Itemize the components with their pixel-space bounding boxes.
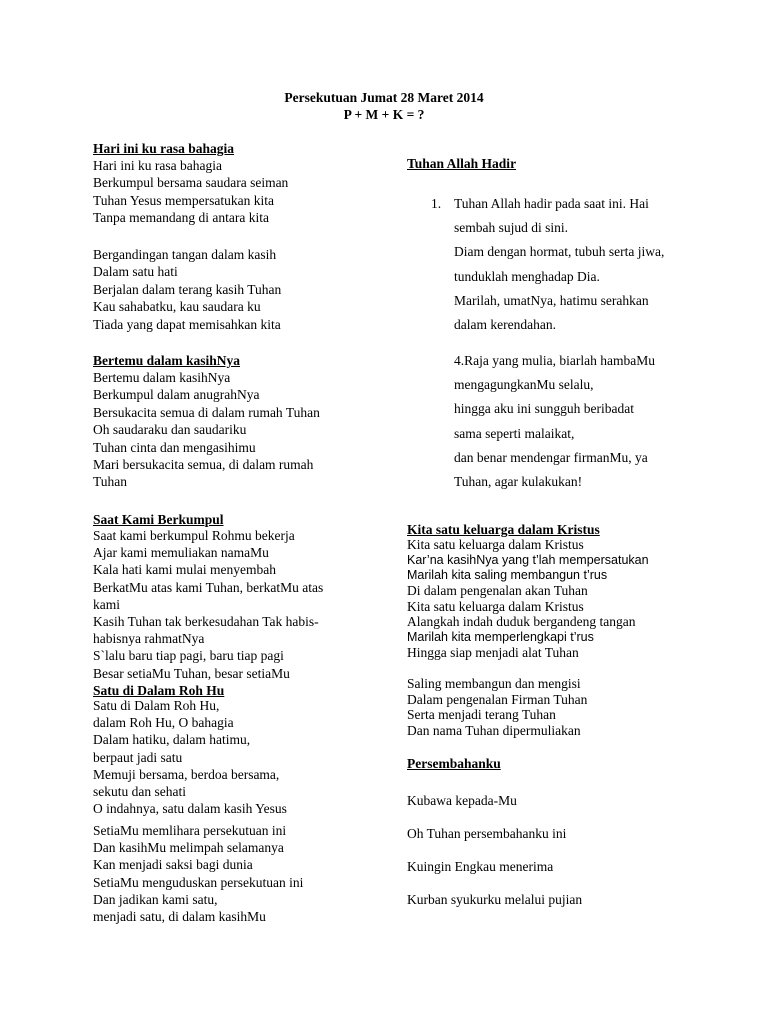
lyric-line: BerkatMu atas kami Tuhan, berkatMu atas [93, 579, 324, 595]
lyric-line: S`lalu baru tiap pagi, baru tiap pagi [93, 648, 284, 664]
lyric-line: Dan kasihMu melimpah selamanya [93, 840, 284, 856]
lyric-line: dan benar mendengar firmanMu, ya [454, 449, 648, 465]
lyric-line: Kasih Tuhan tak berkesudahan Tak habis- [93, 614, 319, 630]
lyric-line: Berjalan dalam terang kasih Tuhan [93, 281, 282, 297]
lyric-line: Bertemu dalam kasihNya [93, 370, 231, 385]
lyric-line: sekutu dan sehati [93, 784, 186, 800]
lyric-line: hingga aku ini sungguh beribadat [454, 401, 634, 417]
lyric-line: SetiaMu memlihara persekutuan ini [93, 823, 287, 838]
lyric-line: Hingga siap menjadi alat Tuhan [407, 645, 579, 661]
song-title-saat-kami: Saat Kami Berkumpul [93, 512, 224, 527]
lyric-line: Oh saudaraku dan saudariku [93, 422, 247, 438]
lyric-line: Kan menjadi saksi bagi dunia [93, 857, 253, 873]
lyric-line: kami [93, 596, 120, 612]
lyric-line: Marilah kita saling membangun t’rus [407, 568, 608, 582]
song-title-persembahanku: Persembahanku [407, 756, 501, 771]
lyric-line: Memuji bersama, berdoa bersama, [93, 766, 280, 782]
lyric-line: Mari bersukacita semua, di dalam rumah [93, 457, 314, 473]
lyric-line: Kau sahabatku, kau saudara ku [93, 299, 261, 315]
document-title: Persekutuan Jumat 28 Maret 2014 [284, 90, 484, 105]
song-saat-kami-lyrics [93, 527, 323, 682]
lyric-line: sembah sujud di sini. [454, 220, 568, 236]
lyric-line: Dan nama Tuhan dipermuliakan [407, 722, 581, 738]
lyric-line: Kala hati kami mulai menyembah [93, 562, 276, 578]
lyric-line: 4.Raja yang mulia, biarlah hambaMu [454, 353, 655, 368]
song-satu-di-dalam-stanza-1 [93, 697, 287, 817]
lyric-line: Marilah kita memperlengkapi t’rus [407, 629, 594, 644]
lyric-line: Tuhan cinta dan mengasihimu [93, 439, 256, 455]
lyric-line: Kar’na kasihNya yang t’lah mempersatukan [407, 552, 649, 567]
lyric-line: habisnya rahmatNya [93, 631, 205, 647]
song-title-satu-di-dalam: Satu di Dalam Roh Hu [93, 683, 225, 698]
lyric-line: Besar setiaMu Tuhan, besar setiaMu [93, 665, 290, 681]
lyric-line: Tuhan [93, 474, 128, 490]
lyric-line: Tuhan Yesus mempersatukan kita [93, 192, 274, 208]
lyric-line: Tanpa memandang di antara kita [93, 210, 269, 226]
song-title-bertemu: Bertemu dalam kasihNya [93, 353, 241, 368]
song-kita-satu-stanza-1 [407, 537, 649, 660]
lyric-line: tunduklah menghadap Dia. [454, 268, 600, 284]
song-satu-di-dalam-stanza-2 [93, 822, 303, 925]
lyric-line: Serta menjadi terang Tuhan [407, 707, 556, 722]
song-title-hari-ini: Hari ini ku rasa bahagia [93, 141, 235, 156]
verse-number: 1. [431, 196, 442, 211]
lyric-line: Marilah, umatNya, hatimu serahkan [454, 292, 649, 308]
lyric-line: Oh Tuhan persembahanku ini [407, 826, 567, 841]
lyric-line: Dalam hatiku, dalam hatimu, [93, 732, 251, 748]
song-hari-ini-stanza-1 [93, 157, 288, 227]
lyric-line: Diam dengan hormat, tubuh serta jiwa, [454, 244, 665, 260]
lyric-line: Kita satu keluarga dalam Kristus [407, 598, 584, 614]
lyric-line: sama seperti malaikat, [454, 425, 575, 441]
lyric-line: Dalam satu hati [93, 264, 178, 280]
song-bertemu-lyrics [93, 369, 320, 491]
lyric-line: Alangkah indah duduk bergandeng tangan [407, 614, 636, 630]
lyric-line: Satu di Dalam Roh Hu, [93, 698, 220, 713]
lyric-line: Kita satu keluarga dalam Kristus [407, 537, 584, 552]
lyric-line: Kuingin Engkau menerima [407, 859, 554, 874]
lyric-line: Ajar kami memuliakan namaMu [93, 545, 269, 561]
lyric-line: Bergandingan tangan dalam kasih [93, 247, 277, 262]
song-title-tuhan-allah-hadir: Tuhan Allah Hadir [407, 156, 517, 171]
lyric-line: Saat kami berkumpul Rohmu bekerja [93, 528, 295, 543]
song-kita-satu-stanza-2 [407, 676, 587, 738]
document-subtitle: P + M + K = ? [343, 107, 425, 122]
lyric-line: Saling membangun dan mengisi [407, 676, 581, 691]
lyric-line: Di dalam pengenalan akan Tuhan [407, 583, 588, 599]
lyric-line: Dan jadikan kami satu, [93, 891, 218, 907]
song-tuhan-allah-verse-1 [454, 192, 664, 337]
lyric-line: Bersukacita semua di dalam rumah Tuhan [93, 404, 320, 420]
lyric-line: Tiada yang dapat memisahkan kita [93, 316, 281, 332]
lyric-line: mengagungkanMu selalu, [454, 377, 594, 393]
lyric-line: Hari ini ku rasa bahagia [93, 158, 222, 173]
lyric-line: Tuhan Allah hadir pada saat ini. Hai [454, 196, 649, 211]
lyric-line: Kubawa kepada-Mu [407, 793, 517, 808]
lyric-line: menjadi satu, di dalam kasihMu [93, 909, 266, 925]
lyric-line: SetiaMu menguduskan persekutuan ini [93, 874, 304, 890]
lyric-line: Dalam pengenalan Firman Tuhan [407, 691, 588, 707]
lyric-line: O indahnya, satu dalam kasih Yesus [93, 801, 287, 817]
lyric-line: Berkumpul bersama saudara seiman [93, 175, 289, 191]
song-title-kita-satu-keluarga: Kita satu keluarga dalam Kristus [407, 522, 600, 537]
lyric-line: dalam kerendahan. [454, 317, 556, 333]
lyric-line: Tuhan, agar kulakukan! [454, 474, 583, 490]
lyric-line: Berkumpul dalam anugrahNya [93, 387, 260, 403]
lyric-line: dalam Roh Hu, O bahagia [93, 715, 234, 731]
lyric-line: berpaut jadi satu [93, 749, 183, 765]
song-tuhan-allah-verse-4 [454, 349, 655, 494]
song-hari-ini-stanza-2 [93, 246, 281, 333]
lyric-line: Kurban syukurku melalui pujian [407, 892, 583, 907]
